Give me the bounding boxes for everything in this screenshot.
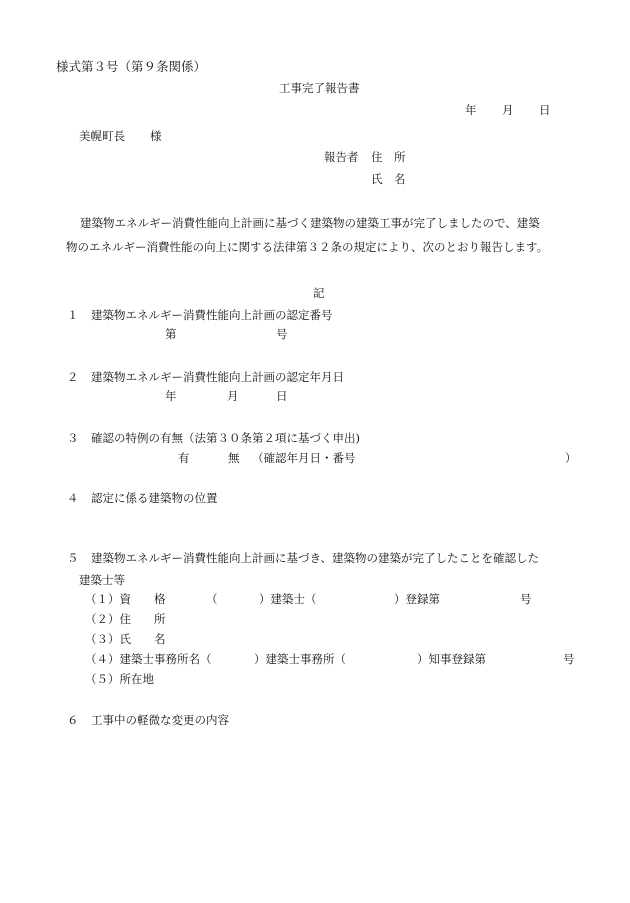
item-3-detail-close: ） bbox=[565, 451, 577, 465]
reporter-name-label: 氏 名 bbox=[371, 172, 406, 186]
form-label: 様式第３号（第９条関係） bbox=[56, 59, 207, 74]
ki-heading: 記 bbox=[313, 286, 325, 300]
item-3-detail-open: （確認年月日・番号 bbox=[252, 451, 356, 465]
item-5-label-line-2: 建築士等 bbox=[79, 573, 125, 587]
sub-1-label: （１）資 格 bbox=[85, 592, 166, 606]
item-3-label: 確認の特例の有無（法第３０条第２項に基づく申出) bbox=[91, 431, 360, 445]
date-day: 日 bbox=[539, 103, 551, 117]
reporter-address-label: 住 所 bbox=[371, 150, 406, 164]
addressee-honorific: 様 bbox=[150, 129, 162, 143]
date-month: 月 bbox=[502, 103, 514, 117]
item-2-number: ２ bbox=[67, 370, 79, 384]
sub-4-mid-2: ）知事登録第 bbox=[417, 652, 486, 666]
date-year: 年 bbox=[465, 103, 477, 117]
item-3-number: ３ bbox=[67, 431, 79, 445]
sub-4-go: 号 bbox=[563, 652, 575, 666]
item-1-number: １ bbox=[67, 308, 79, 322]
item-1-dai: 第 bbox=[165, 327, 177, 341]
item-5-number: ５ bbox=[67, 551, 79, 565]
sub-3-label: （３）氏 名 bbox=[85, 632, 166, 646]
sub-1-paren-close-2: ）登録第 bbox=[394, 592, 440, 606]
body-line-1: 建築物エネルギー消費性能向上計画に基づく建築物の建築工事が完了しましたので、建築 bbox=[80, 216, 540, 230]
item-3-yes: 有 bbox=[178, 451, 190, 465]
body-line-2: 物のエネルギー消費性能の向上に関する法律第３２条の規定により、次のとおり報告します。 bbox=[66, 240, 549, 254]
sub-1-paren-open: （ bbox=[206, 592, 218, 606]
sub-2-label: （２）住 所 bbox=[85, 612, 166, 626]
item-4-label: 認定に係る建築物の位置 bbox=[91, 491, 218, 505]
item-2-month: 月 bbox=[227, 389, 239, 403]
sub-1-go: 号 bbox=[520, 592, 532, 606]
item-2-day: 日 bbox=[276, 389, 288, 403]
item-6-number: ６ bbox=[67, 713, 79, 727]
item-2-year: 年 bbox=[165, 389, 177, 403]
item-4-number: ４ bbox=[67, 491, 79, 505]
sub-4-mid-1: ）建築士事務所（ bbox=[254, 652, 346, 666]
document-title: 工事完了報告書 bbox=[279, 81, 360, 95]
item-1-label: 建築物エネルギー消費性能向上計画の認定番号 bbox=[91, 308, 333, 322]
item-6-label: 工事中の軽微な変更の内容 bbox=[91, 713, 229, 727]
item-5-label-line-1: 建築物エネルギー消費性能向上計画に基づき、建築物の建築が完了したことを確認した bbox=[91, 551, 540, 565]
item-3-no: 無 bbox=[228, 451, 240, 465]
sub-1-paren-close: ）建築士（ bbox=[259, 592, 317, 606]
sub-4-label: （４）建築士事務所名（ bbox=[85, 652, 212, 666]
addressee-name: 美幌町長 bbox=[79, 129, 125, 143]
item-1-go: 号 bbox=[276, 327, 288, 341]
sub-5-label: （５）所在地 bbox=[85, 672, 154, 686]
item-2-label: 建築物エネルギー消費性能向上計画の認定年月日 bbox=[91, 370, 344, 384]
reporter-role: 報告者 bbox=[324, 150, 359, 164]
